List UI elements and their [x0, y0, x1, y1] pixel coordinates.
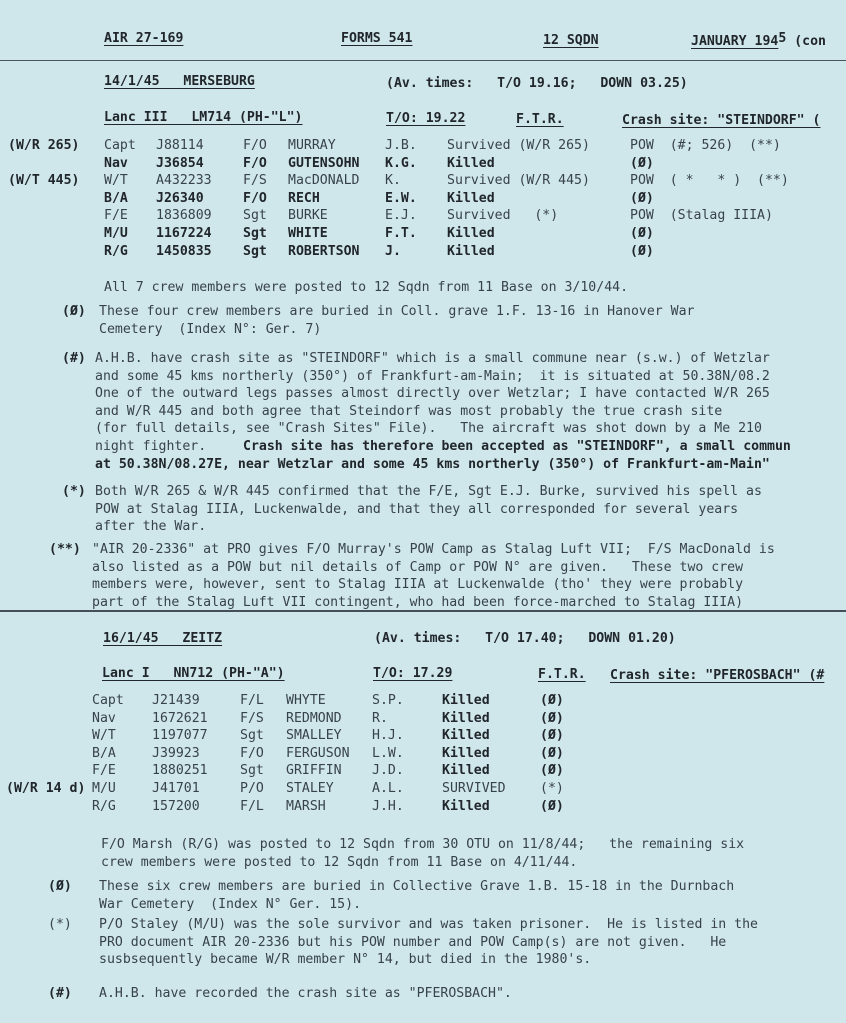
note-line: susbsequently became W/R member N° 14, but died in the 1980's. — [99, 952, 592, 968]
crew-fate: Killed — [442, 710, 490, 726]
raid1-aircraft: Lanc III LM714 (PH-"L") — [104, 110, 303, 125]
crew-rank: F/L — [240, 693, 264, 708]
note-marker: (#) — [48, 986, 72, 1001]
note-line: (for full details, see "Crash Sites" File). The aircraft was shot down by a Me 210 — [95, 421, 762, 437]
crew-service-number: 1880251 — [152, 763, 208, 779]
note-line: These four crew members are buried in Coll. grave 1.F. 13-16 in Hanover War — [99, 304, 695, 319]
crew-surname: REDMOND — [286, 710, 342, 726]
raid1-date-target: 14/1/45 MERSEBURG — [104, 74, 255, 89]
note-marker: (**) — [49, 542, 81, 557]
crew-service-number: J21439 — [152, 693, 200, 708]
note-line: A.H.B. have crash site as "STEINDORF" which is a small commune near (s.w.) of Wetzlar — [95, 351, 770, 366]
crew-service-number: J41701 — [152, 781, 200, 796]
crew-initials: K. — [385, 173, 401, 189]
raid2-crash-site: Crash site: "PFEROSBACH" (# — [610, 668, 825, 683]
crew-position: F/E — [92, 763, 116, 779]
crew-initials: J.B. — [385, 138, 417, 153]
crew-initials: E.J. — [385, 208, 417, 224]
raid2-takeoff: T/O: 17.29 — [373, 666, 453, 681]
raid2-av-times: (Av. times: T/O 17.40; DOWN 01.20) — [374, 631, 676, 646]
crew-rank: F/O — [240, 745, 264, 761]
crew-fate: SURVIVED — [442, 781, 506, 796]
section-divider — [0, 610, 846, 612]
crew-position: W/T — [92, 728, 116, 744]
note-line: and W/R 445 and both agree that Steindorf was most probably the true crash site — [95, 403, 723, 419]
crew-fate: Killed — [442, 763, 490, 779]
crew-initials: H.J. — [372, 728, 404, 744]
crew-surname: RECH — [288, 190, 320, 206]
crew-surname: ROBERTSON — [288, 243, 360, 259]
crew-status-note: (Ø) — [630, 155, 654, 171]
crew-initials: K.G. — [385, 155, 417, 171]
crew-initials: A.L. — [372, 781, 404, 796]
crew-service-number: A432233 — [156, 173, 212, 189]
crew-position: R/G — [104, 243, 128, 259]
crew-position: R/G — [92, 798, 116, 814]
crew-status-note: (Ø) — [540, 798, 564, 814]
crew-fate: Killed — [447, 155, 495, 171]
header-divider — [0, 60, 846, 61]
crew-service-number: J88114 — [156, 138, 204, 153]
raid1-takeoff: T/O: 19.22 — [386, 111, 466, 126]
crew-service-number: 1836809 — [156, 208, 212, 224]
crew-rank: F/O — [243, 155, 267, 171]
note-line: One of the outward legs passes almost directly over Wetzlar; I have contacted W/R 265 — [95, 386, 770, 402]
crew-position: B/A — [92, 745, 116, 761]
crew-service-number: 1197077 — [152, 728, 208, 744]
crew-initials: R. — [372, 710, 388, 726]
crew-surname: WHYTE — [286, 693, 326, 708]
crew-status-note: POW (Stalag IIIA) — [630, 208, 773, 224]
crew-service-number: 1450835 — [156, 243, 212, 259]
crew-fate: Killed — [447, 243, 495, 259]
forms-reference: FORMS 541 — [341, 31, 413, 46]
note-line: POW at Stalag IIIA, Luckenwalde, and that they all corresponded for several years — [95, 501, 739, 517]
raid1-crash-site: Crash site: "STEINDORF" ( — [622, 113, 821, 128]
crew-rank: Sgt — [243, 208, 267, 224]
crew-status-note: (Ø) — [540, 728, 564, 744]
month-label: JANUARY 1945 (con — [691, 31, 826, 49]
note-line: Both W/R 265 & W/R 445 confirmed that the F/E, Sgt E.J. Burke, survived his spell as — [95, 484, 762, 499]
crew-initials: S.P. — [372, 693, 404, 708]
crew-surname: SMALLEY — [286, 728, 342, 744]
crew-service-number: J36854 — [156, 155, 204, 171]
crew-status-note: POW (#; 526) (**) — [630, 138, 781, 153]
crew-position: Nav — [104, 155, 128, 171]
crew-fate: Survived (*) — [447, 208, 559, 224]
crew-surname: MacDONALD — [288, 173, 360, 189]
crew-status-note: (Ø) — [630, 243, 654, 259]
note-marker: (*) — [48, 917, 72, 932]
crew-position: M/U — [92, 781, 116, 796]
crew-position: Capt — [104, 138, 136, 153]
crew-rank: F/S — [240, 710, 264, 726]
posted-line: crew members were posted to 12 Sqdn from 11 Base on 4/11/44. — [101, 854, 578, 870]
crew-fate: Survived (W/R 445) — [447, 173, 590, 189]
crew-rank: Sgt — [240, 763, 264, 779]
raid1-av-times: (Av. times: T/O 19.16; DOWN 03.25) — [386, 76, 688, 91]
note-marker: (#) — [62, 351, 86, 366]
note-line: and some 45 kms northerly (350°) of Frankfurt-am-Main; it is situated at 50.38N/08.2 — [95, 368, 770, 384]
note-line: members were, however, sent to Stalag IIIA at Luckenwalde (tho' they were probably — [92, 577, 744, 593]
crew-status-note: (Ø) — [630, 226, 654, 241]
crew-rank: P/O — [240, 781, 264, 796]
crew-rank: F/O — [243, 190, 267, 206]
crew-margin-ref: (W/R 265) — [8, 138, 80, 153]
note-marker: (Ø) — [48, 879, 72, 894]
raid1-ftr: F.T.R. — [516, 112, 564, 127]
note-line: War Cemetery (Index N° Ger. 15). — [99, 896, 362, 912]
raid1-posted-note: All 7 crew members were posted to 12 Sqdn from 11 Base on 3/10/44. — [104, 280, 629, 295]
note-line: also listed as a POW but nil details of Camp or POW N° are given. These two crew — [92, 559, 744, 575]
crew-surname: GUTENSOHN — [288, 155, 360, 171]
crew-status-note: (Ø) — [540, 710, 564, 726]
crew-position: B/A — [104, 190, 128, 206]
crew-surname: MURRAY — [288, 138, 336, 153]
crew-rank: Sgt — [243, 243, 267, 259]
note-marker: (Ø) — [62, 304, 86, 319]
crew-position: Capt — [92, 693, 124, 708]
note-line: night fighter. — [95, 439, 207, 454]
crew-margin-ref: (W/R 14 d) — [6, 781, 86, 796]
raid2-aircraft: Lanc I NN712 (PH-"A") — [102, 666, 285, 681]
crew-fate: Killed — [442, 728, 490, 744]
crew-service-number: J39923 — [152, 745, 200, 761]
crew-initials: J.H. — [372, 798, 404, 814]
crew-initials: L.W. — [372, 745, 404, 761]
crew-fate: Killed — [442, 745, 490, 761]
crew-rank: F/L — [240, 798, 264, 814]
crew-status-note: (Ø) — [540, 693, 564, 708]
crew-margin-ref: (W/T 445) — [8, 173, 80, 189]
posted-line: F/O Marsh (R/G) was posted to 12 Sqdn from 30 OTU on 11/8/44; the remaining six — [101, 837, 745, 852]
crew-status-note: (Ø) — [540, 763, 564, 779]
crew-rank: F/O — [243, 138, 267, 153]
note-line: Cemetery (Index N°: Ger. 7) — [99, 321, 322, 337]
crew-rank: F/S — [243, 173, 267, 189]
note-line: These six crew members are buried in Collective Grave 1.B. 15-18 in the Durnbach — [99, 879, 735, 894]
raid2-ftr: F.T.R. — [538, 667, 586, 682]
crew-initials: F.T. — [385, 226, 417, 241]
crew-rank: Sgt — [240, 728, 264, 744]
note-bold-conclusion: at 50.38N/08.27E, near Wetzlar and some 45 kms northerly (350°) of Frankfurt-am-Main" — [95, 456, 770, 472]
crew-surname: FERGUSON — [286, 745, 350, 761]
note-line: after the War. — [95, 519, 207, 535]
crew-surname: BURKE — [288, 208, 328, 224]
note-line: part of the Stalag Luft VII contingent, who had been force-marched to Stalag IIIA) — [92, 594, 744, 610]
note-line: P/O Staley (M/U) was the sole survivor and was taken prisoner. He is listed in the — [99, 917, 758, 932]
crew-surname: WHITE — [288, 226, 328, 241]
crew-fate: Killed — [447, 226, 495, 241]
crew-status-note: (*) — [540, 781, 564, 796]
note-line: A.H.B. have recorded the crash site as "PFEROSBACH". — [99, 986, 512, 1001]
crew-position: F/E — [104, 208, 128, 224]
crew-initials: J.D. — [372, 763, 404, 779]
crew-surname: MARSH — [286, 798, 326, 814]
crew-fate: Killed — [442, 798, 490, 814]
crew-position: M/U — [104, 226, 128, 241]
air-reference: AIR 27-169 — [104, 31, 184, 46]
raid2-date-target: 16/1/45 ZEITZ — [103, 631, 223, 646]
squadron-label: 12 SQDN — [543, 33, 599, 48]
crew-service-number: 1672621 — [152, 710, 208, 726]
crew-fate: Killed — [442, 693, 490, 708]
crew-fate: Survived (W/R 265) — [447, 138, 590, 153]
crew-service-number: 1167224 — [156, 226, 212, 241]
note-marker: (*) — [62, 484, 86, 499]
note-line: "AIR 20-2336" at PRO gives F/O Murray's POW Camp as Stalag Luft VII; F/S MacDonald is — [92, 542, 775, 557]
crew-status-note: (Ø) — [540, 745, 564, 761]
crew-status-note: POW ( * * ) (**) — [630, 173, 789, 189]
crew-surname: GRIFFIN — [286, 763, 342, 779]
note-line: PRO document AIR 20-2336 but his POW number and POW Camp(s) are not given. He — [99, 934, 727, 950]
crew-surname: STALEY — [286, 781, 334, 796]
crew-service-number: 157200 — [152, 798, 200, 814]
crew-initials: J. — [385, 243, 401, 259]
crew-rank: Sgt — [243, 226, 267, 241]
crew-fate: Killed — [447, 190, 495, 206]
crew-position: Nav — [92, 710, 116, 726]
crew-position: W/T — [104, 173, 128, 189]
crew-service-number: J26340 — [156, 190, 204, 206]
note-bold-conclusion: Crash site has therefore been accepted as "STEINDORF", a small commun — [243, 439, 791, 454]
crew-initials: E.W. — [385, 190, 417, 206]
crew-status-note: (Ø) — [630, 190, 654, 206]
